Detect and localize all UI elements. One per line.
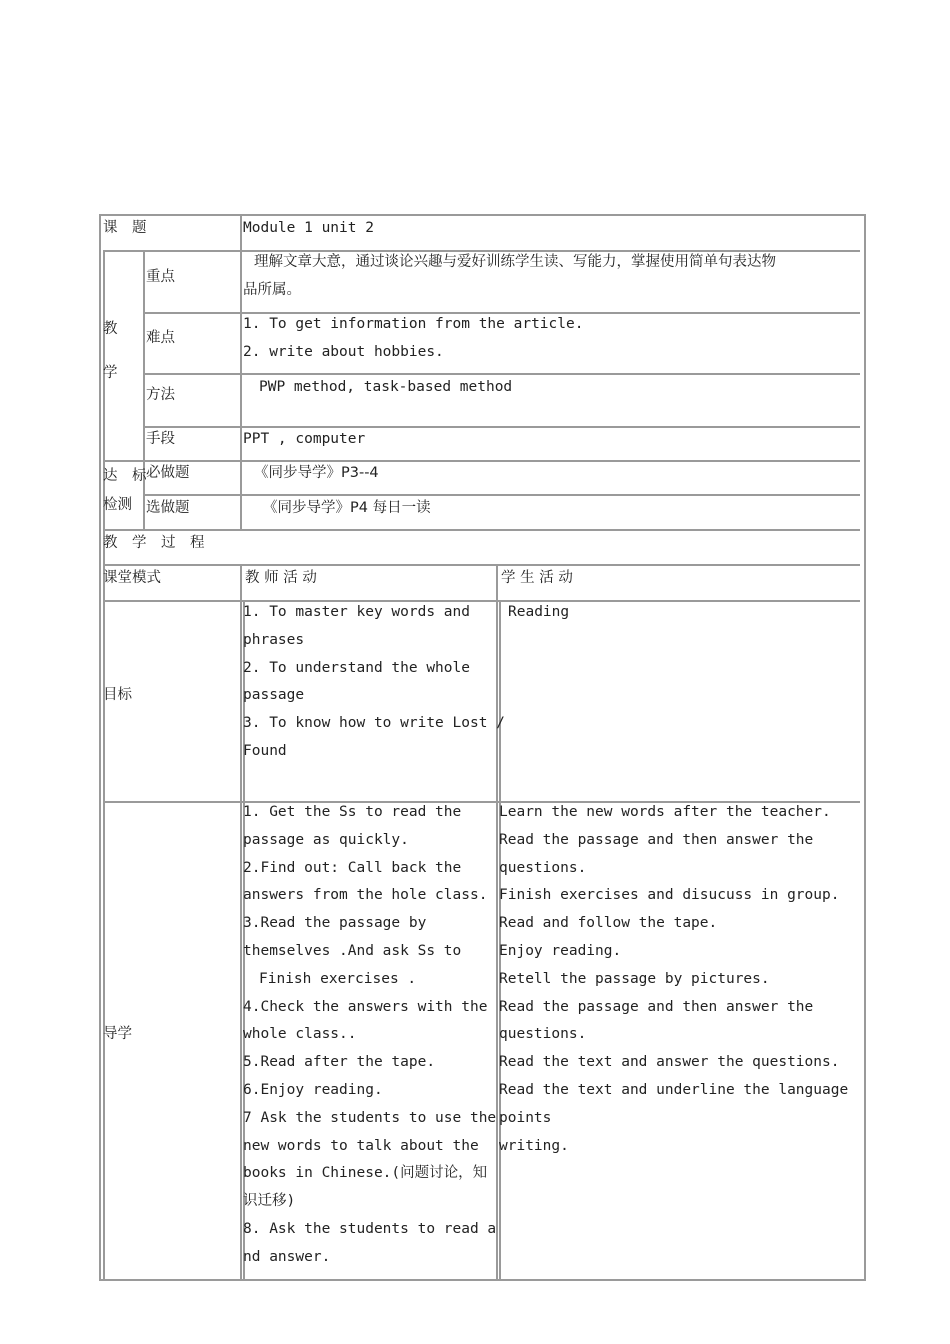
goal-teacher-line: 3. To know how to write Lost / bbox=[243, 715, 505, 732]
column-divider bbox=[103, 250, 105, 1279]
guide-student-line: Read the text and answer the questions. bbox=[499, 1054, 840, 1071]
assessment-label: 达 标 bbox=[103, 468, 147, 484]
required-label: 必做题 bbox=[146, 465, 190, 481]
lesson-plan-table bbox=[99, 214, 866, 1281]
optional-label: 选做题 bbox=[146, 500, 190, 516]
guide-teacher-line: 2.Find out: Call back the bbox=[243, 859, 462, 876]
key-points-label: 重点 bbox=[146, 269, 175, 285]
guide-student-line: Learn the new words after the teacher. bbox=[499, 804, 831, 820]
goal-teacher-line: phrases bbox=[243, 631, 305, 648]
guide-teacher-line: 1. Get the Ss to read the bbox=[243, 804, 462, 820]
table-border bbox=[99, 214, 866, 216]
row-divider bbox=[105, 564, 860, 566]
difficult-points-label: 难点 bbox=[146, 330, 175, 346]
guide-student-line: Finish exercises and disucuss in group. bbox=[499, 887, 840, 904]
guide-teacher-line: 6.Enjoy reading. bbox=[243, 1081, 383, 1098]
row-divider bbox=[145, 494, 860, 496]
guide-label: 导学 bbox=[103, 1026, 132, 1042]
guide-teacher-line: answers from the hole class. bbox=[243, 887, 488, 904]
guide-teacher-line: 识迁移) bbox=[243, 1193, 296, 1210]
col-header-teacher: 教 师 活 动 bbox=[245, 570, 317, 586]
key-points-line: 理解文章大意，通过谈论兴趣与爱好训练学生读、写能力，掌握使用简单句表达物 bbox=[254, 254, 776, 270]
guide-teacher-line: passage as quickly. bbox=[243, 831, 409, 848]
row-divider bbox=[105, 529, 860, 531]
guide-teacher-line: whole class.. bbox=[243, 1026, 357, 1043]
goal-label: 目标 bbox=[103, 687, 132, 703]
guide-teacher-line: new words to talk about the bbox=[243, 1137, 479, 1154]
goal-teacher-line: 1. To master key words and bbox=[243, 604, 470, 620]
goal-student-activity bbox=[508, 599, 569, 627]
goal-teacher-line: 2. To understand the whole bbox=[243, 659, 470, 676]
table-border bbox=[864, 214, 866, 1281]
means-label: 手段 bbox=[146, 431, 175, 447]
assessment-label: 检测 bbox=[103, 497, 132, 513]
topic-value: Module 1 unit 2 bbox=[243, 220, 374, 236]
means-value: PPT , computer bbox=[243, 431, 366, 447]
row-divider bbox=[105, 460, 860, 462]
guide-student-line: Read and follow the tape. bbox=[499, 915, 718, 932]
guide-teacher-line: Finish exercises . bbox=[259, 970, 417, 987]
process-title: 教 学 过 程 bbox=[103, 535, 205, 551]
goal-teacher-line: passage bbox=[243, 687, 305, 704]
guide-teacher-line: nd answer. bbox=[243, 1248, 331, 1265]
key-points-line: 品所属。 bbox=[243, 281, 301, 298]
guide-teacher-line: 7 Ask the students to use the bbox=[243, 1109, 497, 1126]
col-header-mode: 课堂模式 bbox=[103, 570, 161, 586]
guide-student-activity bbox=[499, 799, 848, 1160]
guide-teacher-activity bbox=[243, 799, 496, 1272]
teaching-group-label: 学 bbox=[103, 365, 118, 381]
method-value: PWP method, task-based method bbox=[259, 379, 513, 395]
guide-student-line: Read the text and underline the language bbox=[499, 1081, 849, 1098]
column-divider bbox=[240, 564, 242, 1279]
guide-teacher-line: 8. Ask the students to read a bbox=[243, 1220, 497, 1237]
optional-value: 《同步导学》P4 每日一读 bbox=[263, 500, 431, 516]
difficult-points-line: 2. write about hobbies. bbox=[243, 343, 444, 360]
teaching-group-label: 教 bbox=[103, 321, 118, 337]
required-value: 《同步导学》P3--4 bbox=[254, 465, 379, 481]
goal-teacher-activity bbox=[243, 599, 505, 766]
table-border bbox=[99, 1279, 866, 1281]
goal-student-line: Reading bbox=[508, 604, 570, 620]
difficult-points-text bbox=[243, 311, 583, 367]
method-label: 方法 bbox=[146, 387, 175, 403]
guide-teacher-line: 4.Check the answers with the bbox=[243, 998, 488, 1015]
difficult-points-line: 1. To get information from the article. bbox=[243, 316, 584, 332]
guide-student-line: questions. bbox=[499, 859, 587, 876]
topic-label: 课 题 bbox=[103, 220, 147, 236]
table-border bbox=[99, 214, 101, 1281]
column-divider bbox=[240, 216, 242, 529]
guide-teacher-line: books in Chinese.(问题讨论，知 bbox=[243, 1165, 488, 1182]
guide-teacher-line: 5.Read after the tape. bbox=[243, 1054, 436, 1071]
guide-student-line: Enjoy reading. bbox=[499, 942, 622, 959]
goal-teacher-line: Found bbox=[243, 742, 287, 759]
guide-student-line: questions. bbox=[499, 1026, 587, 1043]
guide-student-line: Read the passage and then answer the bbox=[499, 831, 814, 848]
col-header-student: 学 生 活 动 bbox=[501, 570, 573, 586]
guide-student-line: Retell the passage by pictures. bbox=[499, 970, 770, 987]
guide-student-line: points bbox=[499, 1109, 552, 1126]
guide-student-line: Read the passage and then answer the bbox=[499, 998, 814, 1015]
guide-teacher-line: themselves .And ask Ss to bbox=[243, 942, 462, 959]
key-points-text bbox=[243, 249, 776, 305]
guide-teacher-line: 3.Read the passage by bbox=[243, 915, 427, 932]
guide-student-line: writing. bbox=[499, 1137, 569, 1154]
